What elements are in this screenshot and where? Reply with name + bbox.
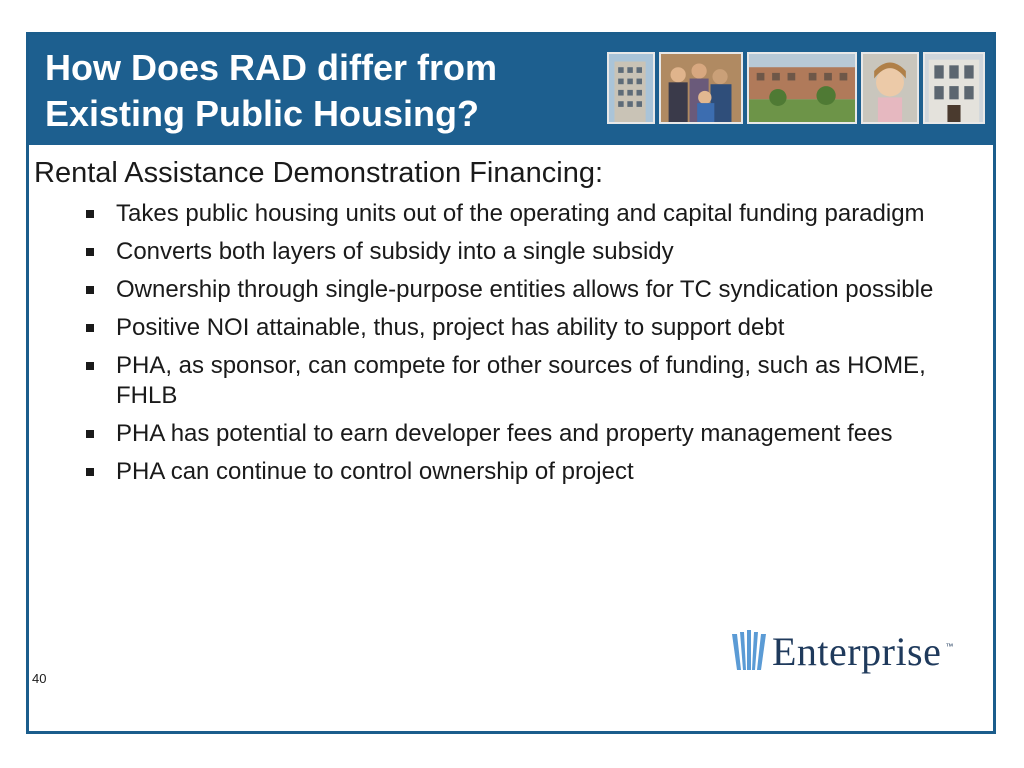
bullet-list <box>34 199 954 487</box>
enterprise-logo <box>730 628 953 675</box>
square-bullet-icon <box>86 248 94 256</box>
family-group-photo <box>659 52 743 124</box>
bullet-text: PHA can continue to control ownership of project <box>116 458 634 485</box>
list-item <box>116 199 954 229</box>
square-bullet-icon <box>86 210 94 218</box>
list-item <box>116 313 954 343</box>
list-item <box>116 237 954 267</box>
bullet-text: Takes public housing units out of the operating and capital funding paradigm <box>116 200 925 227</box>
townhouse-facade-photo <box>923 52 985 124</box>
square-bullet-icon <box>86 286 94 294</box>
courtyard-housing-photo <box>747 52 857 124</box>
apartment-building-photo <box>607 52 655 124</box>
child-portrait-photo <box>861 52 919 124</box>
slide-title: How Does RAD differ from Existing Public Housing? <box>45 47 498 134</box>
slide-content <box>34 155 954 495</box>
list-item <box>116 351 954 411</box>
square-bullet-icon <box>86 362 94 370</box>
square-bullet-icon <box>86 468 94 476</box>
bullet-text: PHA has potential to earn developer fees and property management fees <box>116 420 893 447</box>
square-bullet-icon <box>86 324 94 332</box>
list-item <box>116 419 954 449</box>
bullet-text: Ownership through single-purpose entities allows for TC syndication possible <box>116 276 934 303</box>
bullet-text: Converts both layers of subsidy into a single subsidy <box>116 238 674 265</box>
page-number: 40 <box>32 671 47 686</box>
content-heading: Rental Assistance Demonstration Financing: <box>34 157 604 189</box>
list-item <box>116 275 954 305</box>
photo-strip <box>607 52 985 124</box>
bullet-text: PHA, as sponsor, can compete for other sources of funding, such as HOME, FHLB <box>116 352 926 409</box>
header-bar <box>29 35 993 145</box>
logo-wordmark: Enterprise <box>772 629 942 674</box>
enterprise-logo-mark-icon <box>730 630 768 674</box>
trademark-symbol: ™ <box>945 642 954 651</box>
square-bullet-icon <box>86 430 94 438</box>
bullet-text: Positive NOI attainable, thus, project has ability to support debt <box>116 314 785 341</box>
list-item <box>116 457 954 487</box>
